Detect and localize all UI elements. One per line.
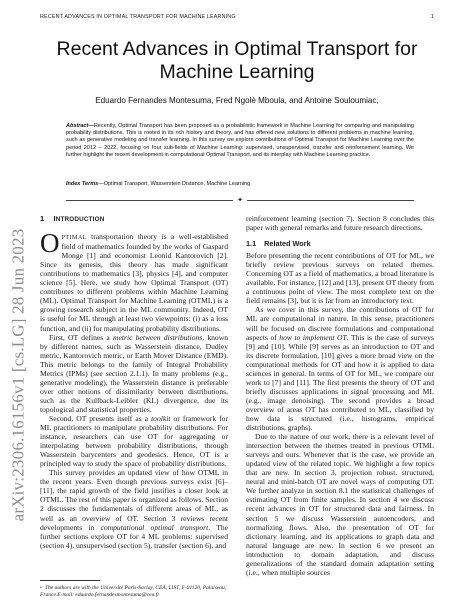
running-head	[40, 14, 434, 20]
section-divider	[66, 196, 414, 204]
page-number: 1	[430, 14, 434, 20]
subsection-number: 1.1	[246, 239, 257, 249]
footnote-bullet: •	[40, 585, 42, 591]
footnote-text: The authors are with the Université Paris-Saclay, CEA, LIST, F-91120, Palaiseau, France.E-mail: eduardo.fernandesmontesuma@cea.fr	[40, 585, 227, 598]
drop-cap: O	[40, 228, 60, 259]
footnote-rule	[40, 580, 100, 581]
intro-paragraph-continued: reinforcement learning (section 7). Section 8 concludes this paper with general remarks and future research directions.	[246, 214, 434, 233]
abstract-label: Abstract	[66, 123, 89, 129]
section-title-initial: I	[53, 214, 56, 223]
abstract: Abstract—Recently, Optimal Transport has been proposed as a probabilistic framework in Machine Learning for comparing and manipulating probability distributions. This is rooted in its rich history and theory, and has offered new solutions to different problems in machine learning, such as generative modeling and transfer learning. In this survey we explore contributions of Optimal Transport for Machine Learning over the period 2012 – 2022, focusing on four sub-fields of Machine Learning: supervised, unsupervised, transfer and reinforcement learning. We further highlight the recent development in computational Optimal Transport, and its interplay with Machine Learning practice.	[66, 123, 414, 158]
intro-paragraph-4: This survey provides an updated view of how OTML in the recent years. Even though previous surveys exist [6]–[11], the rapid growth of the field justifies a closer look at OTML. The rest of this paper is organized as follows. Section 2 discusses the fundamentals of different areas of ML, as well as an overview of OT. Section 3 reviews recent developments in computational optimal transport. The further sections explore OT for 4 ML problems: supervised (section 4), unsupervised (section 5), transfer (section 6), and	[40, 468, 228, 550]
section-title-rest: NTRODUCTION	[55, 216, 105, 223]
subsection-title: Related Work	[264, 239, 311, 249]
author-list: Eduardo Fernandes Montesuma, Fred Ngolè Mboula, and Antoine Souloumiac,	[95, 96, 379, 105]
section-number: 1	[40, 214, 45, 223]
footnote	[40, 585, 230, 598]
divider-ornament-icon: ✦	[237, 196, 243, 204]
section-heading-introduction	[40, 214, 228, 224]
right-column	[246, 214, 434, 577]
index-terms-text: Optimal Transport, Wasserstein Distance, Machine Learning	[103, 181, 251, 187]
intro-paragraph-3: Second, OT presents itself as a toolkit or framework for ML practitioners to manipulate probability distributions. For instance, researchers can use OT for aggregating or interpolating between probability distributions, through Wasserstein barycenters and geodesics. Hence, OT is a principled way to study the space of probability distributions.	[40, 413, 228, 469]
intro-paragraph-1: OPTIMAL transportation theory is a well-established field of mathematics founded by the works of Gaspard Monge [1] and economist Leonid Kantorovich [2]. Since its genesis, this theory has made significant contributions to mathematics [3], physics [4], and computer science [5]. Here, we study how Optimal Transport (OT) contributes to different problems within Machine Learning (ML). Optimal Transport for Machine Learning (OTML) is a growing research subject in the ML community. Indeed, OT is useful for ML through at least two viewpoints: (i) as a loss function, and (ii) for manipulating probability distributions.	[40, 228, 229, 333]
arxiv-sidebar	[3, 150, 33, 600]
left-column	[40, 214, 228, 550]
abstract-text: Recently, Optimal Transport has been proposed as a probabilistic framework in Machine Learning for comparing and manipulating probability distributions. This is rooted in its rich history and theory, and has offered new solutions to different problems in machine learning, such as generative modeling and transfer learning. In this survey we explore contributions of Optimal Transport for Machine Learning over the period 2012 – 2022, focusing on four sub-fields of Machine Learning: supervised, unsupervised, transfer and reinforcement learning. We further highlight the recent development in computational Optimal Transport, and its interplay with Machine Learning practice.	[66, 123, 414, 158]
paper-title: Recent Advances in Optimal Transport for Machine Learning	[56, 38, 418, 83]
index-terms-label: Index Terms	[66, 181, 99, 187]
drop-cap-smallcaps: PTIMAL	[61, 234, 87, 242]
intro-paragraph-2: First, OT defines a metric between distributions, known by different names, such as Wasserstein distance, Dudley metric, Kantorovich metric, or Earth Mover Distance (EMD). This metric belongs to the family of Integral Probability Metrics (IPMs) (see section 2.1.1). In many problems (e.g., generative modeling), the Wasserstein distance is preferable over other notions of dissimilarity between distributions, such as the Kullback-Leibler (KL) divergence, due its topological and statistical properties.	[40, 332, 228, 414]
running-title: RECENT ADVANCES IN OPTIMAL TRANSPORT FOR MACHINE LEARNING	[40, 14, 236, 20]
subsection-heading-related-work	[246, 239, 434, 248]
related-work-paragraph-2: As we cover in this survey, the contributions of OT for ML are computational in nature. In this sense, practitioners will be focused on discrete formulations and computational aspects of how to implement OT. This is the case of surveys [9] and [10]. While [9] serves as an introduction to OT and its discrete formulation, [10] gives a more broad view on the computational methods for OT and how it is applied to data sciences in general. In terms of OT for ML, we compare our work to [7] and [11]. The first presents the theory of OT and briefly discusses applications in signal processing and ML (e.g., image denoising). The second provides a broad overview of areas OT has contributed to ML, classified by how data is structured (i.e., histograms, empirical distributions, graphs).	[246, 305, 434, 433]
index-terms: Index Terms—Optimal Transport, Wasserstein Distance, Machine Learning	[66, 181, 251, 187]
arxiv-identifier: arXiv:2306.16156v1 [cs.LG] 28 Jun 2023	[8, 228, 28, 522]
related-work-paragraph-3: Due to the nature of our work, there is a relevant level of intersection between the themes treated in previous OTML surveys and ours. Whenever that is the case, we provide an updated view of the related topic. We highlight a few topics that are new. In section 3, projection robust, structured, neural and mini-batch OT are novel ways of computing OT. We further analyze in section 8.1 the statistical challenges of estimating OT from finite samples. In section 4 we discuss recent advances in OT for structured data and fairness. In section 5 we discuss Wasserstein autoencoders, and normalizing flows. Also, the presentation of OT for dictionary learning, and its applications to graph data and natural language are new. In section 6 we present an introduction to domain adaptation, and discuss generalizations of the standard domain adaptation setting (i.e., when multiple sources	[246, 432, 434, 577]
related-work-paragraph-1: Before presenting the recent contributions of OT for ML, we briefly review previous surveys on related themes. Concerning OT as a field of mathematics, a broad literature is available. For instance, [12] and [13], present OT theory from a continuous point of view. The most complete text on the field remains [3], but it is far from an introductory text.	[246, 251, 434, 306]
